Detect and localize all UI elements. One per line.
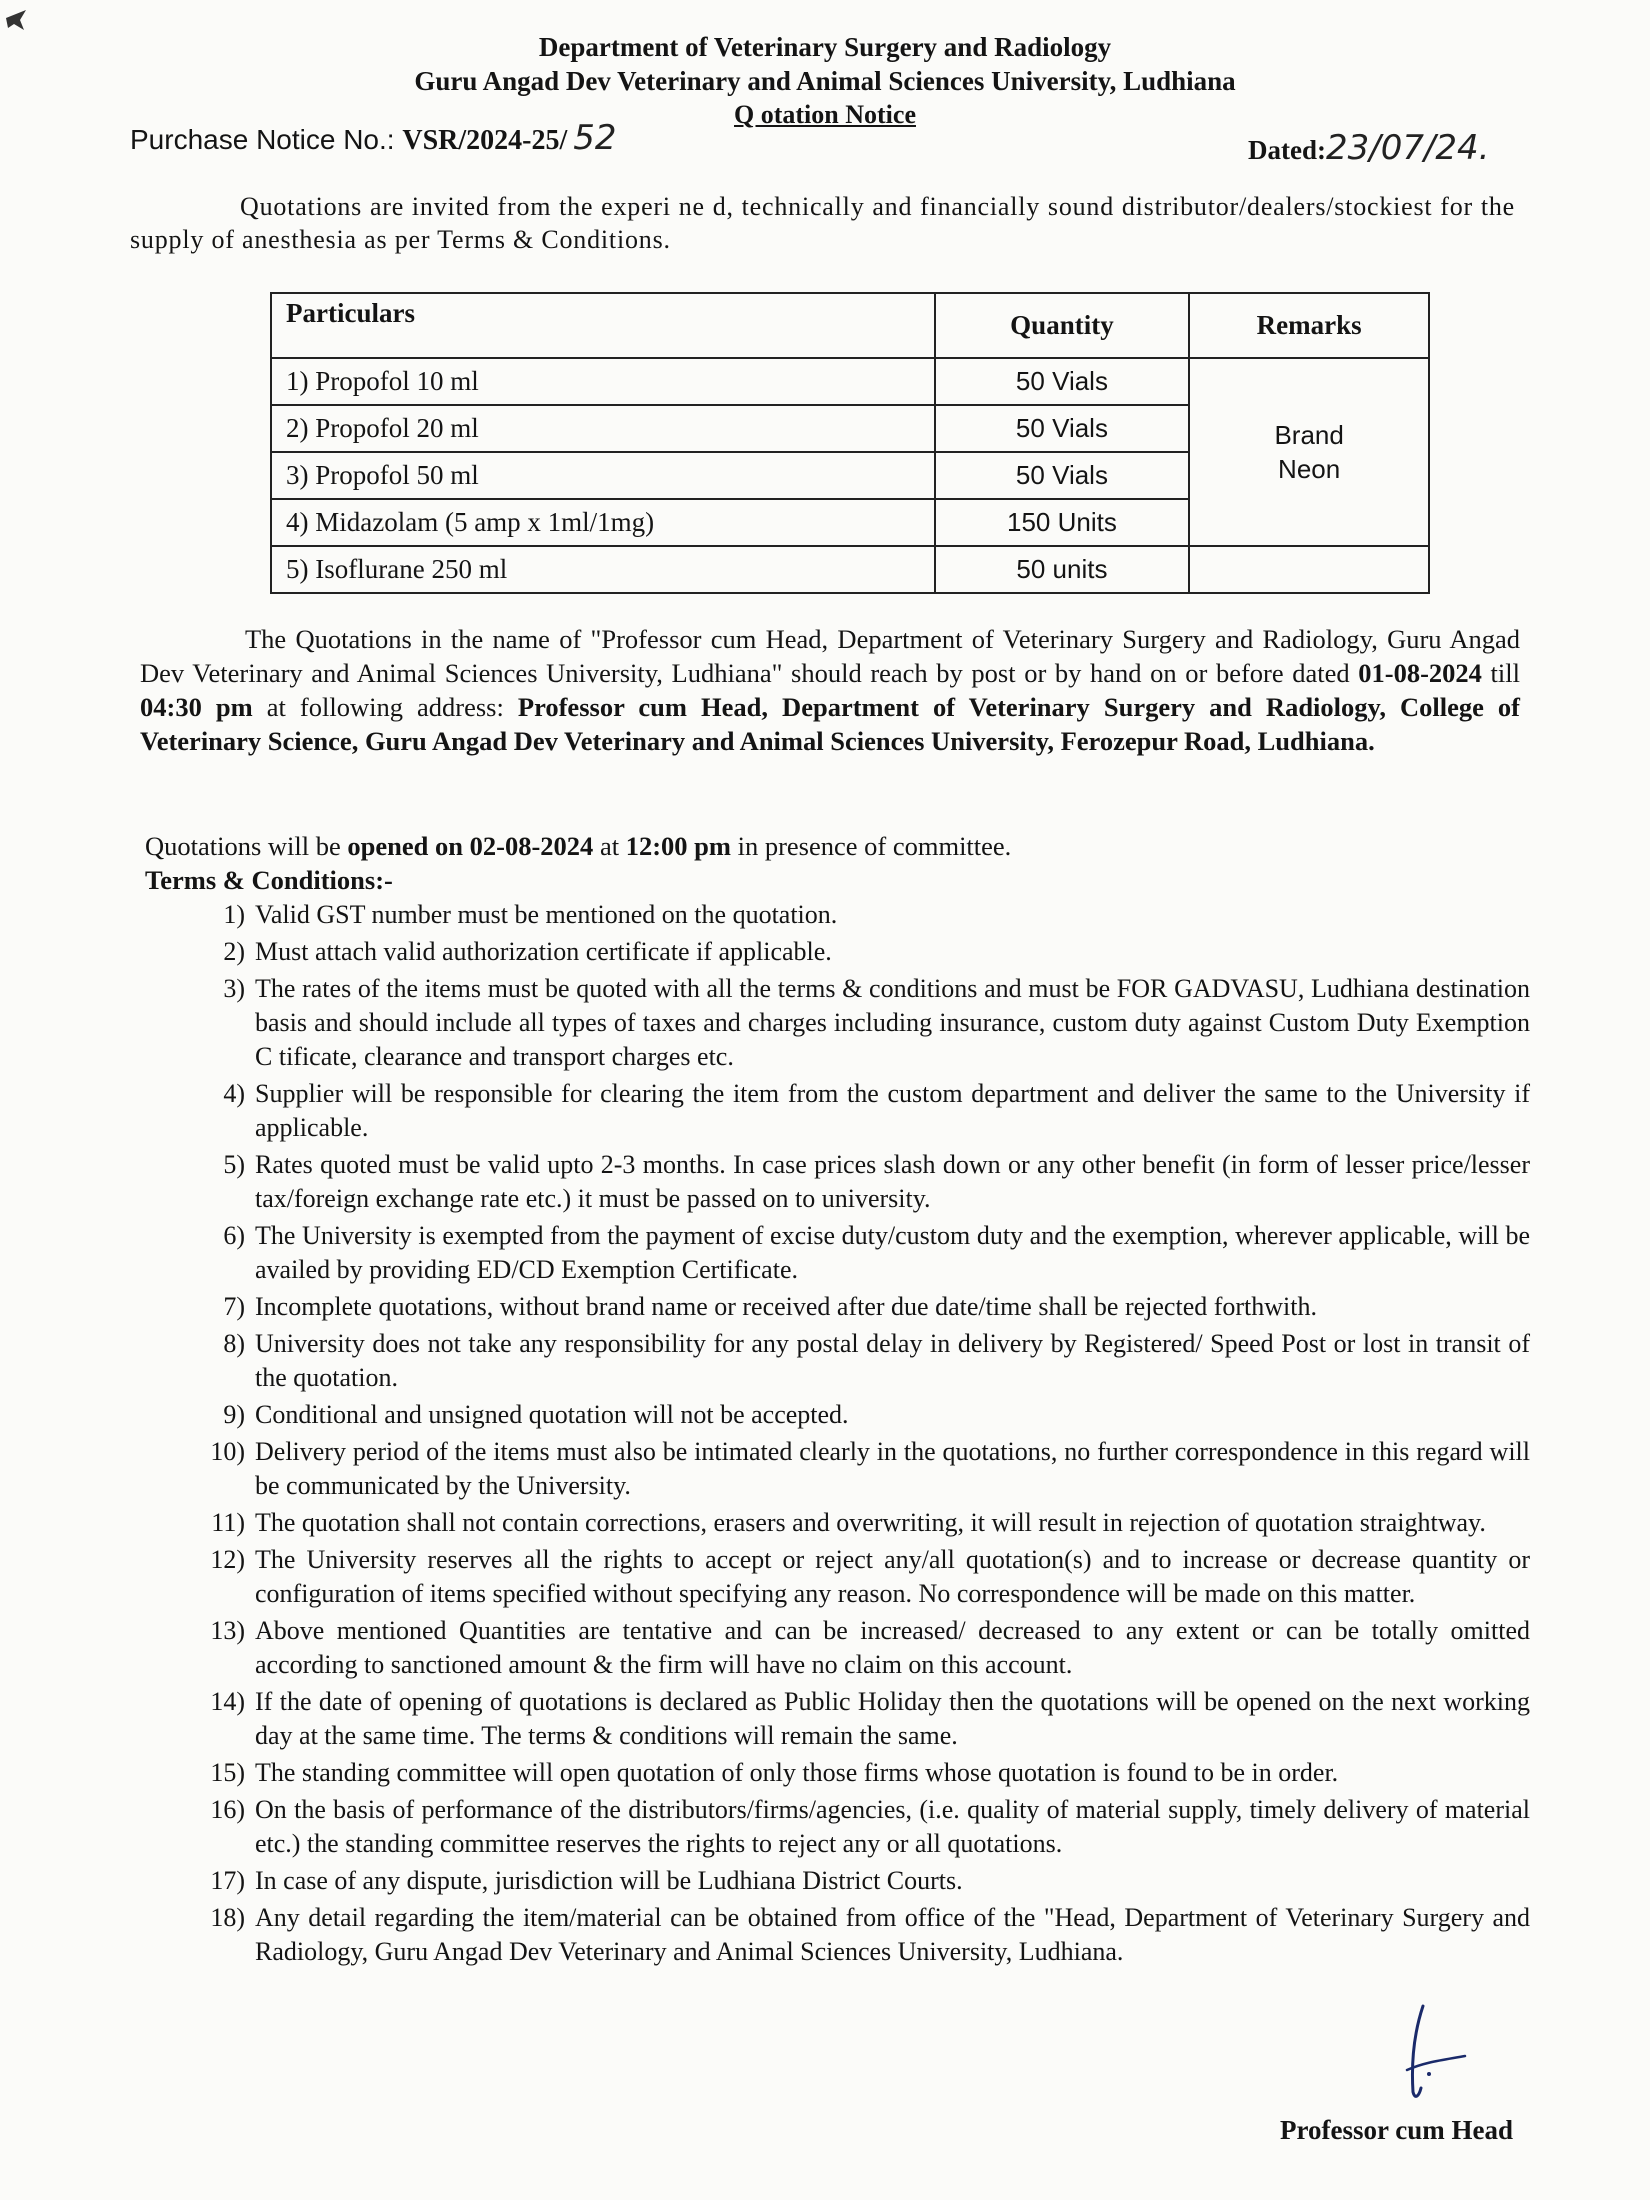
term-text: On the basis of performance of the distributors/firms/agencies, (i.e. quality of material supply, timely delivery of material etc.) the standing committee reserves the rights to reject any or all quotations.	[255, 1795, 1530, 1858]
term-number: 1)	[223, 900, 245, 929]
list-item	[145, 898, 1530, 932]
term-number: 9)	[223, 1400, 245, 1429]
term-text: Incomplete quotations, without brand name or received after due date/time shall be rejected forthwith.	[255, 1292, 1318, 1321]
item-name: 4) Midazolam (5 amp x 1ml/1mg)	[271, 499, 935, 546]
term-number: 13)	[210, 1616, 245, 1645]
remark-brand-name: Neon	[1278, 454, 1341, 484]
term-number: 3)	[223, 974, 245, 1003]
list-item	[145, 935, 1530, 969]
submission-text-address-intro: at following address:	[252, 692, 518, 722]
term-number: 15)	[210, 1758, 245, 1787]
term-number: 18)	[210, 1903, 245, 1932]
department-heading: Department of Veterinary Surgery and Radiology	[538, 32, 1112, 62]
opening-text: Quotations will be	[145, 831, 348, 861]
list-item	[145, 1219, 1530, 1287]
term-text: Supplier will be responsible for clearing the item from the custom department and deliver the same to the University if applicable.	[255, 1079, 1530, 1142]
submission-paragraph	[140, 622, 1520, 758]
term-text: The quotation shall not contain corrections, erasers and overwriting, it will result in rejection of quotation straightway.	[255, 1508, 1486, 1537]
opening-text-at: at	[593, 831, 626, 861]
term-number: 17)	[210, 1866, 245, 1895]
list-item	[145, 1290, 1530, 1324]
term-text: The rates of the items must be quoted with all the terms & conditions and must be FOR GADVASU, Ludhiana destination basis and should include all types of taxes and charges including insurance, custom duty against Custom Duty Exemption C tificate, clearance and transport charges etc.	[255, 974, 1530, 1071]
list-item	[145, 1327, 1530, 1395]
university-heading: Guru Angad Dev Veterinary and Animal Sciences University, Ludhiana	[414, 66, 1236, 96]
purchase-notice-value: VSR/2024-25/	[402, 125, 568, 156]
opening-date: opened on 02-08-2024	[347, 831, 594, 861]
opening-text-suffix: in presence of committee.	[730, 831, 1012, 861]
purchase-notice-label: Purchase Notice No.:	[130, 124, 395, 155]
items-table	[270, 292, 1430, 594]
item-remarks-empty	[1189, 546, 1429, 593]
submission-text: The Quotations in the name of "Professor cum Head, Department of Veterinary Surgery and Radiology, Guru Angad Dev Veterinary and Animal Sciences University, Ludhiana" should reach by post or by hand on or before dated	[140, 624, 1520, 688]
list-item	[145, 1685, 1530, 1753]
item-name: 5) Isoflurane 250 ml	[271, 546, 935, 593]
item-quantity: 50 Vials	[935, 405, 1190, 452]
term-number: 8)	[223, 1329, 245, 1358]
list-item	[145, 972, 1530, 1074]
list-item	[145, 1756, 1530, 1790]
list-item	[145, 1614, 1530, 1682]
opening-time: 12:00 pm	[625, 831, 731, 861]
item-name: 2) Propofol 20 ml	[271, 405, 935, 452]
notice-date	[1248, 128, 1490, 168]
remark-brand: Brand	[1274, 420, 1344, 450]
item-quantity: 50 Vials	[935, 358, 1190, 405]
term-number: 7)	[223, 1292, 245, 1321]
item-quantity: 50 units	[935, 546, 1190, 593]
column-header-particulars: Particulars	[271, 293, 935, 358]
item-name: 3) Propofol 50 ml	[271, 452, 935, 499]
item-name: 1) Propofol 10 ml	[271, 358, 935, 405]
list-item	[145, 1901, 1530, 1969]
notice-title: Q otation Notice	[734, 100, 916, 129]
table-header-row	[271, 293, 1429, 358]
term-text: Any detail regarding the item/material can be obtained from office of the "Head, Department of Veterinary Surgery and Radiology, Guru Angad Dev Veterinary and Animal Sciences University, Ludhiana.	[255, 1903, 1530, 1966]
item-remarks	[1189, 358, 1429, 546]
dated-label: Dated:	[1248, 135, 1326, 165]
term-text: University does not take any responsibility for any postal delay in delivery by Registered/ Speed Post or lost in transit of the quotation.	[255, 1329, 1530, 1392]
list-item	[145, 1793, 1530, 1861]
term-text: The University reserves all the rights to accept or reject any/all quotation(s) and to increase or decrease quantity or configuration of items specified without specifying any reason. No correspondence will be made on this matter.	[255, 1545, 1530, 1608]
list-item	[145, 1148, 1530, 1216]
term-number: 16)	[210, 1795, 245, 1824]
list-item	[145, 1864, 1530, 1898]
submission-text-till: till	[1481, 658, 1520, 688]
list-item	[145, 1506, 1530, 1540]
submission-deadline-time: 04:30 pm	[140, 692, 253, 722]
term-number: 4)	[223, 1079, 245, 1108]
term-number: 14)	[210, 1687, 245, 1716]
term-number: 2)	[223, 937, 245, 966]
terms-heading: Terms & Conditions:-	[145, 865, 393, 895]
terms-list	[145, 898, 1530, 1972]
item-quantity: 150 Units	[935, 499, 1190, 546]
column-header-quantity: Quantity	[935, 293, 1190, 358]
table-row	[271, 358, 1429, 405]
term-number: 12)	[210, 1545, 245, 1574]
list-item	[145, 1543, 1530, 1611]
signature-image	[1385, 2000, 1475, 2110]
table-row	[271, 546, 1429, 593]
item-quantity: 50 Vials	[935, 452, 1190, 499]
term-text: The University is exempted from the payment of excise duty/custom duty and the exemption, wherever applicable, will be availed by providing ED/CD Exemption Certificate.	[255, 1221, 1530, 1284]
term-text: Rates quoted must be valid upto 2-3 months. In case prices slash down or any other benefit (in form of lesser price/lesser tax/foreign exchange rate etc.) it must be passed on to university.	[255, 1150, 1530, 1213]
term-text: If the date of opening of quotations is declared as Public Holiday then the quotations will be opened on the next working day at the same time. The terms & conditions will remain the same.	[255, 1687, 1530, 1750]
intro-paragraph: Quotations are invited from the experi ne d, technically and financially sound distributor/dealers/stockiest for the supply of anesthesia as per Terms & Conditions.	[130, 192, 1515, 254]
column-header-remarks: Remarks	[1189, 293, 1429, 358]
list-item	[145, 1435, 1530, 1503]
dated-handwritten: 23/07/24.	[1325, 128, 1490, 168]
ink-smudge-icon	[4, 8, 30, 34]
submission-deadline-date: 01-08-2024	[1358, 658, 1482, 688]
list-item	[145, 1398, 1530, 1432]
purchase-notice-number	[130, 118, 617, 158]
term-text: Valid GST number must be mentioned on the quotation.	[255, 900, 838, 929]
term-text: Above mentioned Quantities are tentative and can be increased/ decreased to any extent or can be totally omitted according to sanctioned amount & the firm will have no claim on this account.	[255, 1616, 1530, 1679]
opening-info	[145, 830, 1011, 863]
term-number: 10)	[210, 1437, 245, 1466]
term-number: 11)	[211, 1508, 245, 1537]
list-item	[145, 1077, 1530, 1145]
term-text: Conditional and unsigned quotation will not be accepted.	[255, 1400, 849, 1429]
term-number: 5)	[223, 1150, 245, 1179]
term-text: Must attach valid authorization certificate if applicable.	[255, 937, 832, 966]
purchase-notice-handwritten: 52	[573, 118, 617, 158]
submission-address: Professor cum Head, Department of Veterinary Surgery and Radiology, College of Veterinary Science, Guru Angad Dev Veterinary and Animal Sciences University, Ferozepur Road, Ludhiana.	[140, 692, 1520, 756]
term-text: In case of any dispute, jurisdiction will be Ludhiana District Courts.	[255, 1866, 963, 1895]
signatory-title: Professor cum Head	[1280, 2115, 1513, 2145]
term-text: Delivery period of the items must also be intimated clearly in the quotations, no further correspondence in this regard will be communicated by the University.	[255, 1437, 1530, 1500]
term-number: 6)	[223, 1221, 245, 1250]
term-text: The standing committee will open quotation of only those firms whose quotation is found to be in order.	[255, 1758, 1339, 1787]
